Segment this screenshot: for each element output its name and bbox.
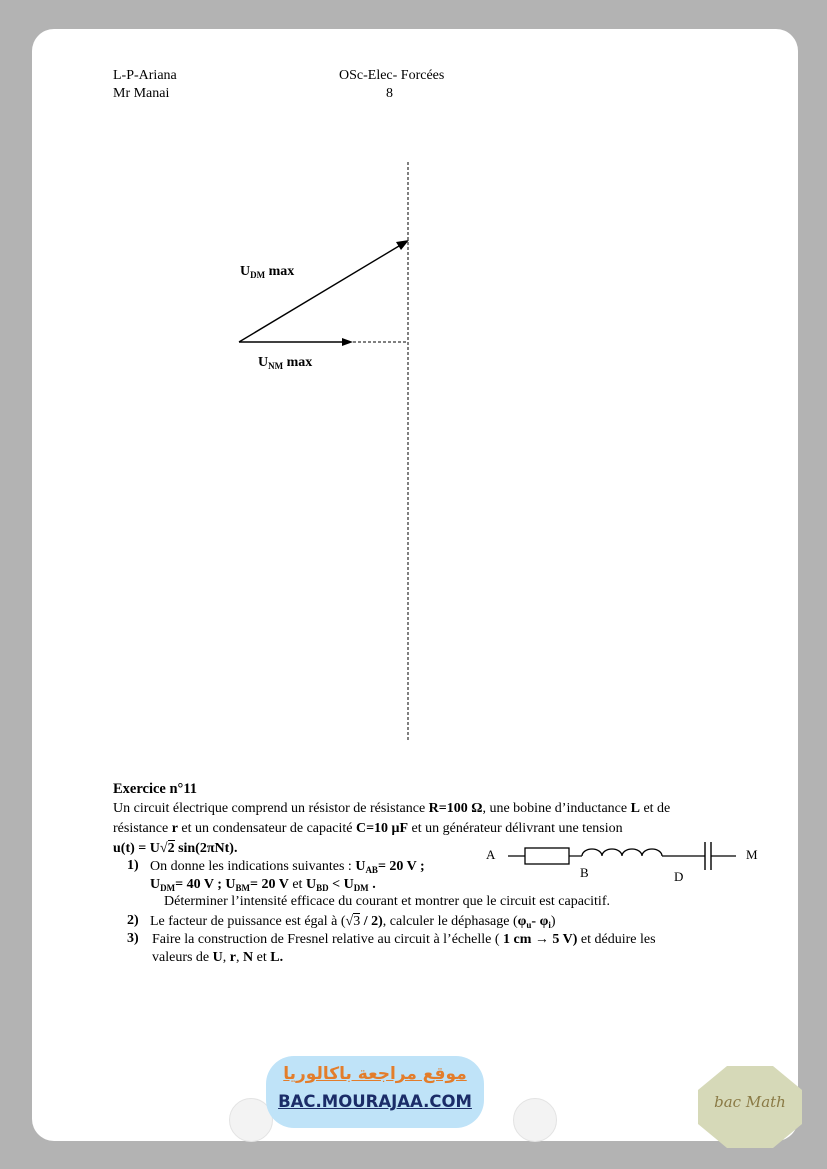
resistor-symbol [525,848,569,864]
fresnel-diagram [32,29,798,769]
document-title: OSc-Elec- Forcées [339,68,445,83]
question-2-number: 2) [127,913,139,928]
right-logo-icon [513,1098,557,1142]
question-1-line1: On donne les indications suivantes : $U_{AB}= 20$ V ; [150,859,425,875]
question-3-number: 3) [127,931,139,946]
bac-math-logo-text: bac Math [714,1093,786,1111]
exercise-intro-line1: Un circuit électrique comprend un résistor de résistance R=100 Ω, une bobine d’inductance L et de [113,801,671,816]
circuit-label-m: M [746,847,758,862]
unm-arrowhead [342,338,353,346]
question-1-line2: $U_{DM}= 40$ V ; $U_{BM}= 20$ V et $U_{BD} < U_{DM}$ . [150,877,376,893]
voltage-formula: u(t) = U√2 sin(2πNt). [113,841,238,856]
udm-max-label: $U_{DM}$ max [240,264,295,280]
page-number: 8 [386,86,393,101]
question-3-line2: valeurs de U, r, N et L. [152,950,284,965]
question-3-line1: Faire la construction de Fresnel relative au circuit à l’échelle ( 1 cm → 5 V) et déduire les [152,932,656,947]
teacher-name: Mr Manai [113,86,170,101]
circuit-label-b: B [580,865,589,880]
site-banner[interactable] [266,1056,484,1128]
unm-max-label: $U_{NM}$ max [258,355,313,371]
site-banner-url[interactable]: BAC.MOURAJAA.COM [278,1092,472,1111]
udm-vector [239,243,404,342]
question-2-text: Le facteur de puissance est égal à (√3 / 2), calculer le déphasage ($\varphi_u-$ $\varphi_i$) [150,914,556,930]
school-name: L-P-Ariana [113,68,177,83]
circuit-label-d: D [674,869,684,884]
document-page [32,29,798,1141]
coil-symbol [582,849,662,856]
question-1-line3: Déterminer l’intensité efficace du courant et montrer que le circuit est capacitif. [164,894,610,909]
site-banner-arabic-title[interactable]: موقع مراجعة باكالوريا [283,1064,467,1084]
udm-arrowhead [396,240,409,250]
question-1-number: 1) [127,858,139,873]
exercise-intro-line2: résistance r et un condensateur de capacité C=10 μF et un générateur délivrant une tension [113,821,623,836]
exercise-title: Exercice n°11 [113,781,198,797]
circuit-label-a: A [486,847,496,862]
